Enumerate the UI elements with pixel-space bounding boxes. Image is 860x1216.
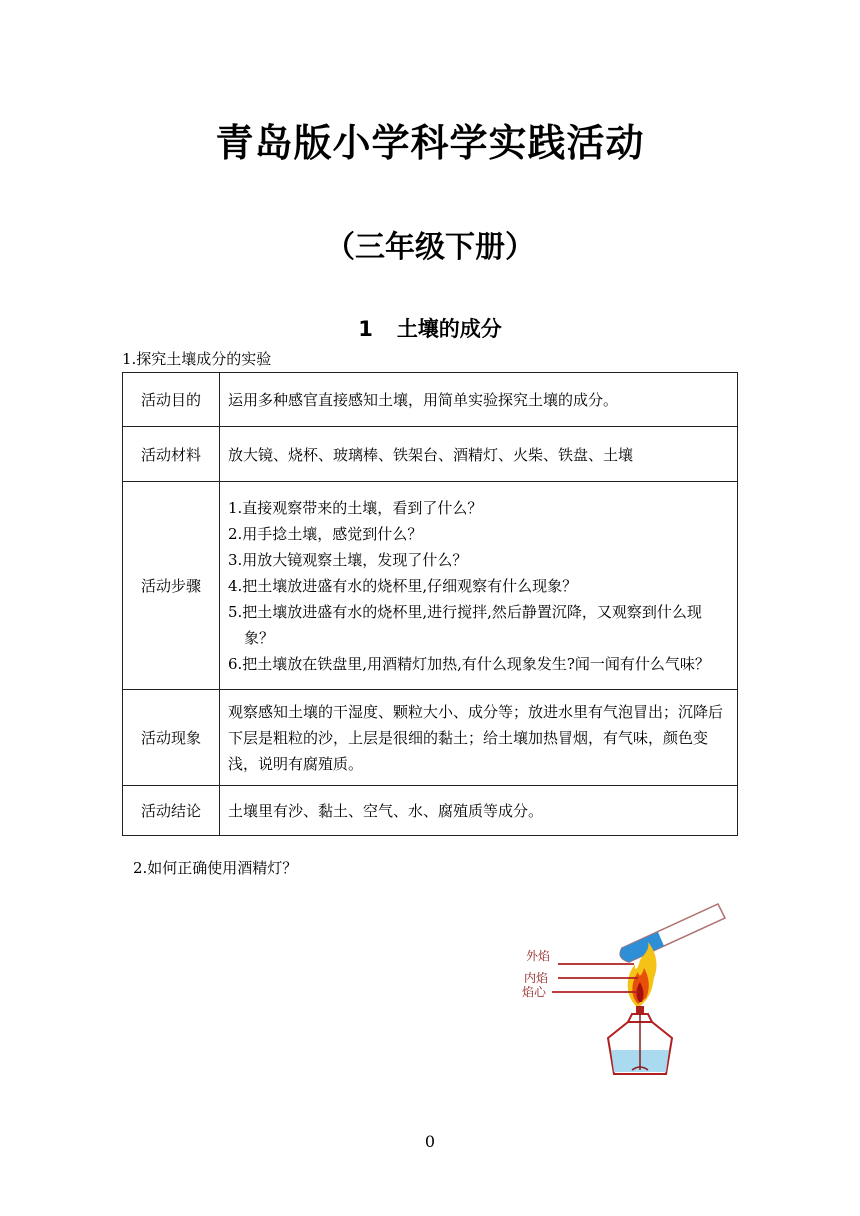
purpose-text: 运用多种感官直接感知土壤，用简单实验探究土壤的成分。 — [220, 373, 738, 427]
experiment-caption: 1.探究土壤成分的实验 — [122, 350, 272, 368]
flame-core-label: 焰心 — [522, 985, 547, 999]
phenomena-text: 观察感知土壤的干湿度、颗粒大小、成分等；放进水里有气泡冒出；沉降后下层是粗粒的沙，上层是很细的黏土；给土壤加热冒烟，有气味，颜色变浅，说明有腐殖质。 — [220, 690, 738, 786]
table-row — [123, 786, 738, 836]
section-number: 1 — [358, 317, 373, 341]
steps-label: 活动步骤 — [123, 482, 220, 690]
page-subtitle: （三年级下册） — [325, 230, 535, 265]
phenomena-label: 活动现象 — [123, 690, 220, 786]
alcohol-lamp-icon — [608, 1006, 672, 1074]
section-heading — [0, 313, 860, 343]
table-row — [123, 482, 738, 690]
section-name: 土壤的成分 — [396, 317, 502, 341]
step-item: 6.把土壤放在铁盘里,用酒精灯加热,有什么现象发生?闻一闻有什么气味？ — [228, 654, 710, 673]
page-title: 青岛版小学科学实践活动 — [215, 121, 645, 165]
materials-label: 活动材料 — [123, 427, 220, 482]
table-row — [123, 427, 738, 482]
page-number: 0 — [424, 1132, 436, 1151]
conclusion-text: 土壤里有沙、黏土、空气、水、腐殖质等成分。 — [220, 786, 738, 836]
step-item: 3.用放大镜观察土壤，发现了什么？ — [228, 550, 468, 569]
table-row — [123, 373, 738, 427]
table-row — [123, 690, 738, 786]
inner-flame-label: 内焰 — [524, 971, 549, 985]
lamp-caption: 2.如何正确使用酒精灯？ — [133, 859, 298, 877]
test-tube-icon — [620, 904, 725, 962]
step-item: 2.用手捻土壤，感觉到什么？ — [228, 524, 423, 543]
purpose-label: 活动目的 — [123, 373, 220, 427]
outer-flame-label: 外焰 — [526, 949, 551, 963]
step-item: 5.把土壤放进盛有水的烧杯里,进行搅拌,然后静置沉降，又观察到什么现象？ — [228, 602, 702, 647]
materials-text: 放大镜、烧杯、玻璃棒、铁架台、酒精灯、火柴、铁盘、土壤 — [220, 427, 738, 482]
activity-table — [122, 372, 738, 836]
conclusion-label: 活动结论 — [123, 786, 220, 836]
steps-list — [220, 482, 738, 690]
step-item: 4.把土壤放进盛有水的烧杯里,仔细观察有什么现象？ — [228, 576, 578, 595]
alcohol-lamp-illustration — [518, 898, 748, 1083]
step-item: 1.直接观察带来的土壤，看到了什么？ — [228, 498, 483, 517]
